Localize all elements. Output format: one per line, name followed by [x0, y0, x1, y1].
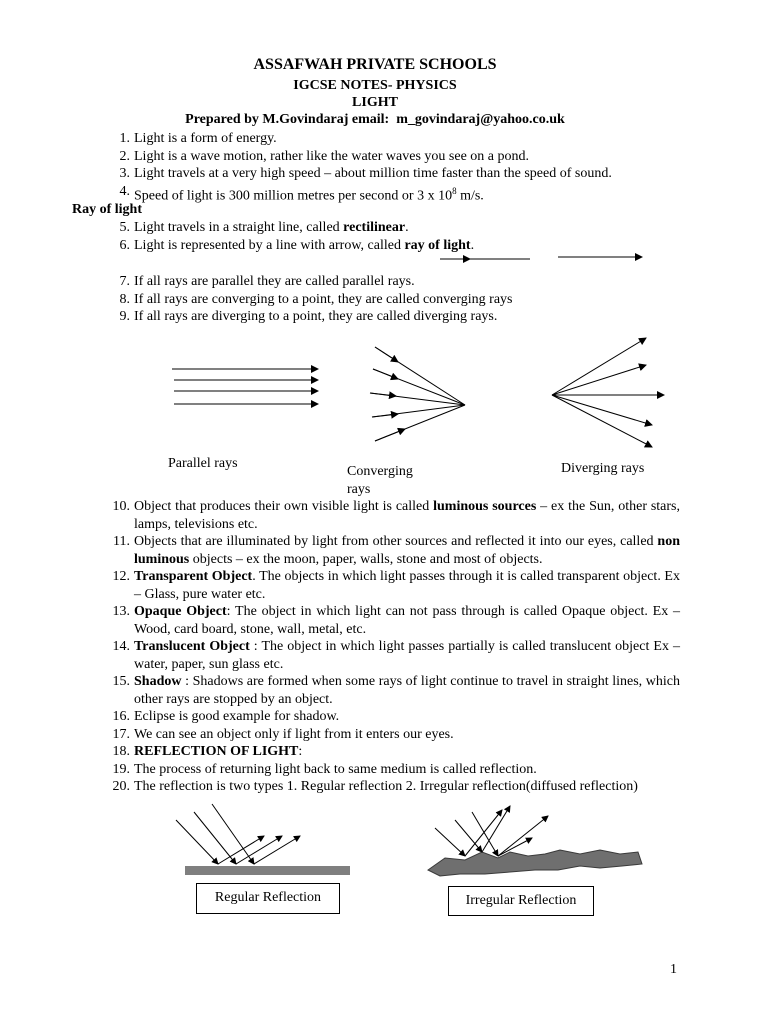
ray-arrows-example [440, 250, 650, 266]
item-text-end: : Shadows are formed when some rays of light continue to travel in straight lines, which other rays are stopped by an object. [134, 674, 680, 707]
list-item [100, 726, 680, 744]
converging-rays-label: Converging rays [347, 464, 413, 497]
list-item [100, 533, 680, 568]
item-text-end: . [470, 237, 475, 253]
item-text-end: : [298, 744, 303, 759]
irregular-reflection-diagram [428, 806, 642, 876]
converging-arrow-icon [373, 369, 398, 379]
list-ray [100, 219, 520, 254]
item-number: 5. [119, 220, 130, 235]
item-text: The reflection is two types 1. Regular reflection 2. Irregular reflection(diffused reflection) [134, 779, 638, 794]
list-item [100, 603, 680, 638]
item-text: Eclipse is good example for shadow. [134, 709, 340, 724]
list-item [100, 273, 680, 291]
list-item [100, 130, 680, 148]
item-text: Object that produces their own visible light is called [134, 499, 434, 514]
diverging-rays-diagram [552, 338, 664, 447]
item-number: 15. [112, 674, 130, 689]
item-bold: luminous sources [433, 499, 537, 514]
list-basics [100, 130, 680, 205]
scattered-ray-arrow-icon [498, 816, 548, 856]
item-text: Light is a wave motion, rather like the water waves you see on a pond. [134, 148, 529, 164]
item-text: Light travels at a very high speed – about million time faster than the speed of sound. [134, 166, 612, 181]
author-email: m_govindaraj@yahoo.co.uk [396, 112, 565, 127]
item-text: The process of returning light back to same medium is called reflection. [134, 761, 537, 777]
item-number: 11. [113, 534, 130, 549]
item-number: 4. [119, 183, 130, 199]
reflected-ray-arrow-icon [236, 836, 282, 864]
item-number: 3. [119, 166, 130, 181]
item-number: 13. [112, 604, 130, 619]
item-number: 12. [112, 569, 130, 584]
notes-subtitle: IGCSE NOTES- PHYSICS [293, 78, 457, 93]
list-definitions [100, 498, 680, 796]
item-number: 20. [112, 779, 130, 794]
list-item [100, 761, 680, 779]
irregular-reflection-label: Irregular Reflection [448, 886, 594, 916]
incident-ray-arrow-icon [194, 812, 236, 864]
ray-of-light-heading: Ray of light [72, 202, 142, 217]
item-bold: Opaque Object [134, 604, 227, 619]
list-item [100, 308, 680, 326]
item-text: Speed of light is 300 million metres per second or 3 x 10 [134, 188, 453, 204]
mirror-surface [185, 866, 350, 875]
list-item [100, 568, 680, 603]
author-line [0, 112, 750, 128]
item-text: Objects that are illuminated by light from other sources and reflected it into our eyes, called [134, 534, 658, 549]
item-number: 6. [119, 237, 130, 253]
item-text-end: . The objects in which light passes through it is called transparent object. Ex – Glass, pure water etc. [134, 569, 680, 602]
item-bold: rectilinear [343, 220, 406, 235]
exponent: 8 [452, 185, 457, 196]
item-text: Light is represented by a line with arrow, called [134, 237, 405, 253]
list-item [100, 183, 680, 205]
list-ray-types [100, 273, 680, 326]
diverging-ray-arrow-icon [552, 365, 646, 395]
item-text-end: m/s. [456, 188, 484, 204]
rough-surface [428, 850, 642, 876]
item-number: 17. [112, 726, 130, 742]
incident-ray-arrow-icon [435, 828, 465, 856]
diverging-ray-arrow-icon [552, 338, 646, 395]
item-number: 14. [112, 639, 130, 654]
item-text: Light travels in a straight line, called [134, 220, 344, 235]
reflection-diagram [160, 800, 660, 885]
item-number: 1. [119, 131, 130, 146]
list-item [100, 638, 680, 673]
item-text: If all rays are diverging to a point, they are called diverging rays. [134, 309, 498, 324]
item-text: If all rays are parallel they are called parallel rays. [134, 274, 415, 289]
regular-reflection-label: Regular Reflection [196, 883, 340, 914]
item-number: 9. [119, 309, 130, 324]
converging-arrow-icon [372, 414, 398, 417]
reflected-ray-arrow-icon [254, 836, 300, 864]
list-item [100, 743, 680, 761]
item-bold: Shadow [134, 674, 182, 689]
item-number: 7. [119, 274, 130, 289]
list-item [100, 291, 680, 309]
converging-rays-diagram [370, 347, 465, 441]
item-number: 18. [112, 744, 130, 759]
ray-types-diagram [160, 335, 680, 455]
school-title: ASSAFWAH PRIVATE SCHOOLS [253, 56, 497, 73]
item-text: Light is a form of energy. [134, 131, 277, 146]
item-bold: Translucent Object [134, 639, 250, 654]
item-number: 8. [119, 291, 130, 307]
item-bold: non luminous [134, 534, 680, 567]
list-item [100, 219, 520, 237]
item-text-end: : The object in which light can not pass through is called Opaque object. Ex – Wood, card board, stone, wall, metal, etc. [134, 604, 680, 637]
incident-ray-arrow-icon [472, 812, 498, 856]
list-item [100, 498, 680, 533]
incident-ray-arrow-icon [455, 820, 482, 852]
topic-title: LIGHT [352, 95, 398, 110]
parallel-rays-diagram [172, 369, 318, 404]
converging-arrow-icon [375, 429, 405, 441]
item-number: 19. [112, 761, 130, 777]
item-text-end: objects – ex the moon, paper, walls, stone and most of objects. [189, 551, 543, 567]
regular-reflection-diagram [176, 804, 350, 875]
converging-arrow-icon [370, 393, 396, 396]
item-text-end: : The object in which light passes partially is called translucent object Ex – water, paper, sun glass etc. [134, 639, 680, 672]
item-bold: Transparent Object [134, 569, 253, 584]
page-number: 1 [670, 962, 677, 977]
list-item [100, 778, 680, 796]
list-item [100, 148, 680, 166]
item-bold: REFLECTION OF LIGHT [134, 744, 299, 759]
item-text: If all rays are converging to a point, they are called converging rays [134, 291, 513, 307]
diverging-rays-label: Diverging rays [561, 461, 645, 476]
item-text-end: – ex the Sun, other stars, lamps, televisions etc. [134, 499, 681, 532]
item-bold: ray of light [404, 237, 471, 253]
converging-arrow-icon [375, 347, 398, 362]
item-text: We can see an object only if light from it enters our eyes. [134, 726, 454, 742]
list-item [100, 165, 680, 183]
list-item [100, 708, 680, 726]
list-item [100, 673, 680, 708]
parallel-rays-label: Parallel rays [168, 456, 238, 471]
item-number: 16. [112, 709, 130, 724]
item-number: 10. [112, 499, 130, 514]
incident-ray-arrow-icon [176, 820, 218, 864]
item-text-end: . [405, 220, 409, 235]
prepared-by-text: Prepared by M.Govindaraj email: [185, 112, 390, 127]
item-number: 2. [119, 148, 130, 164]
